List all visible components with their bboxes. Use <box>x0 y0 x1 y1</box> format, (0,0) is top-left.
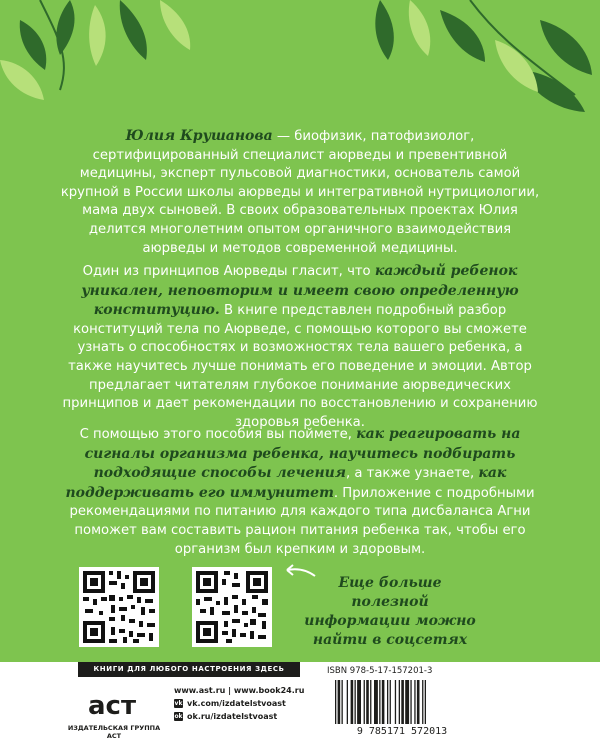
qr-code-vk[interactable] <box>79 567 159 647</box>
author-bio-text: — биофизик, патофизиолог, сертифицированный специалист аюрведы и превентивной медицины, эксперт пульсовой диагностики, основатель самой крупной в России школы аюрведы и интегративной нутрициологии, мама двух сыновей. В своих образовательных проектах Юлия делится многолетним опытом органичного взаимодействия аюрведы и методов современной медицины. <box>60 129 540 256</box>
ast-logo-text: аст <box>88 691 137 720</box>
benefits-paragraph <box>60 425 540 559</box>
qr-code-icon <box>192 567 272 647</box>
principles-highlight: каждый ребенок уникален, неповторим и имеет свою определенную конституцию. <box>81 263 519 319</box>
author-bio <box>60 127 540 258</box>
ok-link[interactable]: ok.ru/izdatelstvoast <box>187 712 278 721</box>
ast-logo-icon <box>86 684 142 720</box>
vk-icon: vk <box>174 700 183 707</box>
publisher-name: ИЗДАТЕЛЬСКАЯ ГРУППА АСТ <box>67 724 161 740</box>
benefits-mid: , а также узнаете, <box>345 466 479 482</box>
benefits-highlight-2: как поддерживать его иммунитет <box>65 465 507 501</box>
qr-code-ok[interactable] <box>192 567 272 647</box>
slogan-banner: КНИГИ ДЛЯ ЛЮБОГО НАСТРОЕНИЯ ЗДЕСЬ <box>78 662 300 677</box>
social-note: Еще больше полезной информации можно найти в соцсетях <box>304 575 476 648</box>
principles-paragraph <box>60 262 540 432</box>
publisher-footer <box>0 662 600 750</box>
ok-row <box>174 710 304 723</box>
author-name: Юлия Крушанова <box>125 128 273 144</box>
isbn: ISBN 978-5-17-157201-3 <box>327 666 433 676</box>
vk-row <box>174 697 304 710</box>
qr-code-icon <box>79 567 159 647</box>
vk-link[interactable]: vk.com/izdatelstvoast <box>187 699 286 708</box>
benefits-text: . Приложение с подробными рекомендациями по питанию для каждого типа дисбаланса Агни поможет вам составить рацион питания ребенка так, чтобы его организм был крепким и здоровым. <box>69 485 535 557</box>
benefits-highlight-1: как реагировать на сигналы организма ребенка, научитесь подбирать подходящие способы лечения <box>84 426 521 482</box>
website-link[interactable]: www.ast.ru | www.book24.ru <box>174 686 305 695</box>
principles-intro: Один из принципов Аюрведы гласит, что <box>82 264 375 279</box>
principles-text: В книге представлен подробный разбор конституций тела по Аюрведе, с помощью которого вы сможете узнать о способностях и возможностях тела вашего ребенка, а также научитесь лучше понимать его поведение и эмоции. Автор предлагает читателям глубокое понимание аюрведических принципов и дает рекомендации по восстановлению и сохранению здоровья ребенка. <box>62 303 538 430</box>
leaves-decoration <box>0 0 600 130</box>
benefits-intro: С помощью этого пособия вы поймете, <box>79 427 357 442</box>
website-row <box>174 684 304 697</box>
ok-icon: ok <box>174 713 183 720</box>
publisher-links <box>174 684 304 723</box>
barcode <box>327 678 477 736</box>
barcode-digits: 9 785171 572013 <box>356 726 448 736</box>
